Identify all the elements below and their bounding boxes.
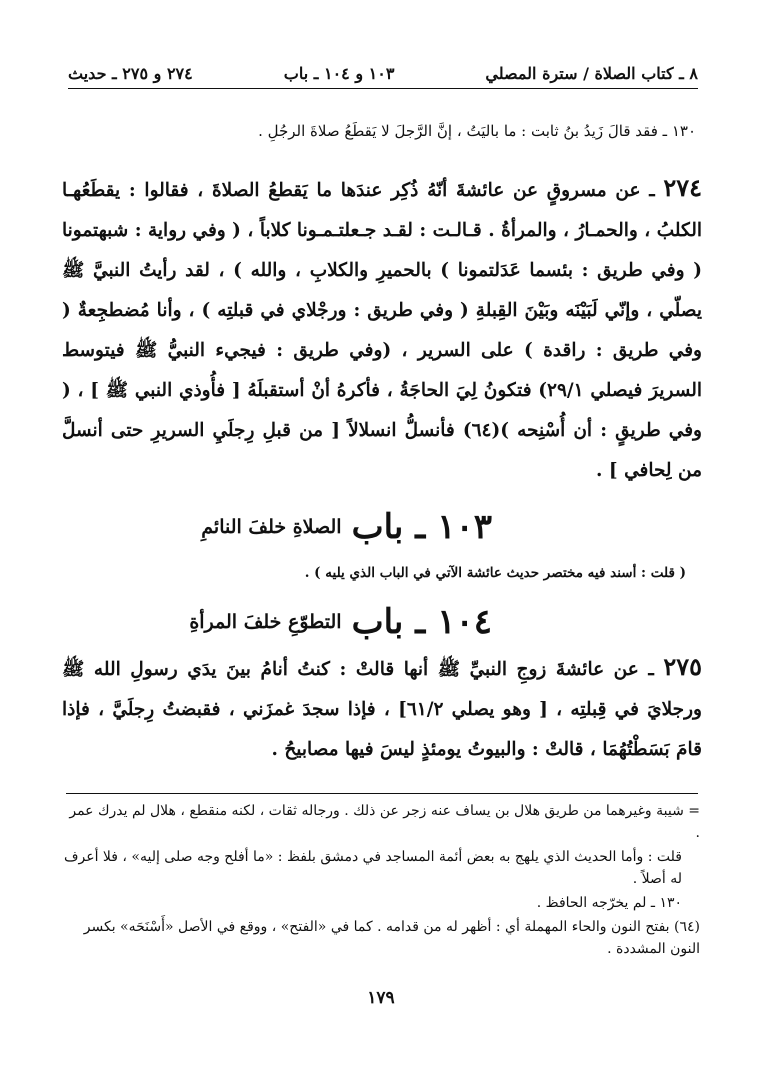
hadith-275 [62,647,702,770]
bab-title: التطوّعِ خلفَ المرأةِ [189,611,342,633]
hadith-text: ـ عن مسروقٍ عن عائشةَ أنّهُ ذُكِر عندَها ما يَقطعُ الصلاةَ ، فقالوا : يقطَعُهـا الكلبُ ، والحمـارُ ، والمرأةُ . قـالـت : لقـد جـعلتـمـونا كلاباً ، ( وفي رواية : شبهتمونا ( وفي طريق : بئسما عَدَلتمونا ) بالحميرِ والكلابِ ، والله ) ، لقد رأيتُ النبيَّ ﷺ يصلّي ، وإنّي لَبَيْنَه وبَيْنَ القِبلةِ ( وفي طريق : ورجْلاي في قبلتِه ) ، وأنا مُضطجِعةٌ ( وفي طريق : راقدة ) على السرير ، (وفي طريق : فيجيء النبيُّ ﷺ فيتوسط السريرَ فيصلي ٢٩/١) فتكونُ لِيَ الحاجَةُ ، فأكرهُ أنْ أستقبلَهُ [ فأُوذي النبي ﷺ ] ، ( وفي طريقٍ : أن أُسْنِحه )(٦٤) فأنسلُّ انسلالاً [ من قبلِ رِجلَيِ السريرِ حتى أنسلَّ من لِحافي ] . [62,180,702,481]
footnotes [62,800,700,962]
hadith-number: ٢٧٤ [663,173,702,202]
editor-note: ( قلت : أسند فيه مختصر حديث عائشة الآتي في الباب الذي يليه ) . [304,565,686,581]
bab-word: ـ باب [351,507,426,547]
page-number: ١٧٩ [367,988,395,1008]
header-chapter: ٨ ـ كتاب الصلاة / سترة المصلي [485,63,698,83]
bab-word: ـ باب [351,602,426,642]
header-hadiths: ٢٧٤ و ٢٧٥ ـ حديث [68,63,193,83]
hadith-274 [62,168,702,491]
footnote-continuation: = شيبة وغيرهما من طريق هلال بن يساف عنه زجر عن ذلك . ورجاله ثقات ، لكنه منقطع ، هلال لم يدرك عمر . [69,803,700,841]
bab-103-heading [62,505,492,549]
bab-number: ١٠٤ [437,602,492,642]
bab-title: الصلاةِ خلفَ النائمِ [201,516,342,538]
running-header [68,58,698,89]
footnote-qultu: قلت : وأما الحديث الذي يلهج به بعض أئمة المساجد في دمشق بلفظ : «ما أفلح وجه صلى إليه» ، فلا أعرف له أصلاً . [64,849,682,887]
hadith-text: ـ عن عائشةَ زوجِ النبيِّ ﷺ أنها قالتْ : كنتُ أنامُ بينَ يدَي رسولِ الله ﷺ ورجلايَ في قِبلتِه ، [ وهو يصلي ٦١/٢] ، فإذا سجدَ غمزَني ، فقبضتُ رِجلَيَّ ، فإذا قامَ بَسَطْتُهُمَا ، قالتْ : والبيوتُ يومئذٍ ليسَ فيها مصابيحُ . [62,659,702,760]
note-130-continuation: ١٣٠ ـ فقد قالَ زَيدُ بنُ ثابت : ما باليَتُ ، إنَّ الرَّجلَ لا يَقطَعُ صلاةَ الرجُلِ . [258,122,696,140]
header-section: ١٠٣ و ١٠٤ ـ باب [283,63,395,83]
bab-number: ١٠٣ [437,507,492,547]
hadith-number: ٢٧٥ [663,652,702,681]
footnote-130: ١٣٠ ـ لم يخرّجه الحافظ . [536,895,682,911]
footnote-64: (٦٤) بفتح النون والحاء المهملة أي : أظهر له من قدامه . كما في «الفتح» ، ووقع في الأصل «أَسْنَحَه» بكسر النون المشددة . [83,919,700,957]
bab-104-heading [62,600,492,644]
footnote-divider [66,793,698,794]
